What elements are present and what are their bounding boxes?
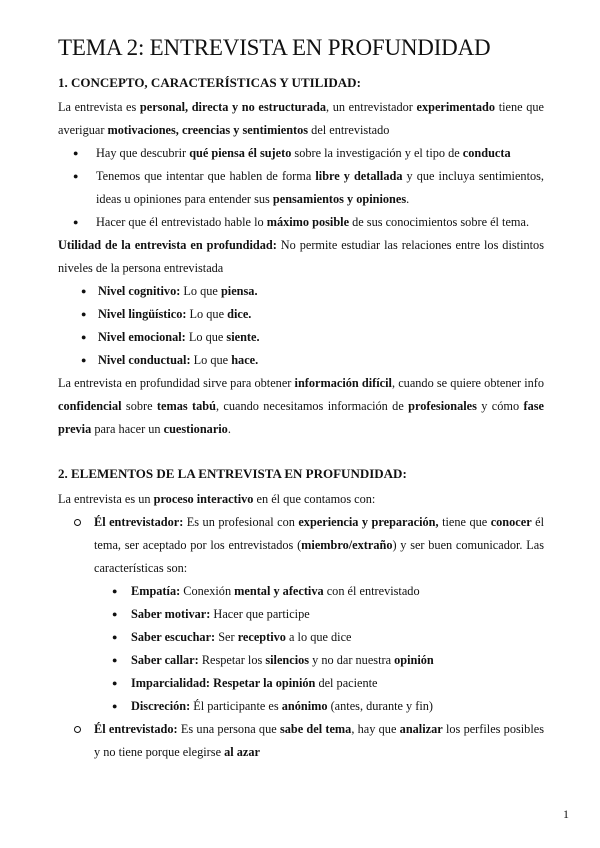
utility-paragraph: Utilidad de la entrevista en profundidad: No permite estudiar las relaciones entre los distintos niveles de la persona entrevistada — [58, 238, 544, 276]
bullet-icon: ● — [81, 355, 87, 366]
document-page — [58, 34, 544, 764]
bullet-icon: ● — [73, 217, 79, 228]
section-1-intro: La entrevista es personal, directa y no estructurada, un entrevistador experimentado tiene que averiguar motivaciones, creencias y sentimientos del entrevistado — [58, 100, 544, 138]
bullet-icon: ● — [112, 631, 118, 642]
bullet-icon: ● — [112, 700, 118, 711]
list-item: ● Saber motivar: Hacer que participe — [94, 603, 544, 626]
circle-bullet-icon — [74, 726, 81, 733]
section-2-intro: La entrevista es un proceso interactivo en él que contamos con: — [58, 491, 376, 506]
list-item: ● Discreción: Él participante es anónimo (antes, durante y fin) — [94, 695, 544, 718]
levels-list — [58, 280, 544, 372]
page-number: 1 — [563, 807, 569, 821]
list-item: ● Saber escuchar: Ser receptivo a lo que dice — [94, 626, 544, 649]
section-1-closing: La entrevista en profundidad sirve para obtener información difícil, cuando se quiere obtener info confidencial sobre temas tabú, cuando necesitamos información de profesionales y cómo fase previa para hacer un cuestionario. — [58, 376, 545, 437]
level-item-linguistic: ● Nivel lingüístico: Lo que dice. — [81, 303, 339, 326]
bullet-icon: ● — [81, 309, 87, 320]
bullet-icon: ● — [112, 654, 118, 665]
bullet-icon: ● — [73, 171, 79, 182]
section-2-heading: 2. ELEMENTOS DE LA ENTREVISTA EN PROFUNDIDAD: — [58, 466, 407, 482]
bullet-icon: ● — [112, 608, 118, 619]
section-1-heading: 1. CONCEPTO, CARACTERÍSTICAS Y UTILIDAD: — [58, 74, 361, 90]
circle-bullet-icon — [74, 519, 81, 526]
list-item: ● Imparcialidad: Respetar la opinión del paciente — [94, 672, 544, 695]
page-title: TEMA 2: ENTREVISTA EN PROFUNDIDAD — [58, 35, 491, 60]
list-item: ● Empatía: Conexión mental y afectiva con él entrevistado — [94, 580, 544, 603]
bullet-icon: ● — [112, 677, 118, 688]
bullet-icon: ● — [81, 286, 87, 297]
section-1-bullet-list — [58, 142, 544, 234]
traits-list — [94, 580, 544, 718]
level-item-cognitive: ● Nivel cognitivo: Lo que piensa. — [81, 280, 339, 303]
list-item: ● Saber callar: Respetar los silencios y no dar nuestra opinión — [94, 649, 544, 672]
list-item-interviewer: Él entrevistador: Es un profesional con experiencia y preparación, tiene que conocer él tema, ser aceptado por los entrevistados (miembro/extraño) y ser buen comunicador. Las características son: ● Empatía: Conexión mental y afectiva con él entrevistado ● Saber motivar: Hacer que participe ● Saber escuchar: Ser receptivo a lo que dice ● Saber callar: Respetar los silencios y no dar nuestra opinión ● Imparcialidad: Respetar la opinión del paciente ● Discreción: Él participante es anónimo (antes, durante y fin) — [58, 511, 544, 718]
elements-list — [58, 511, 544, 764]
list-item: ● Hacer que él entrevistado hable lo máximo posible de sus conocimientos sobre él tema. — [58, 211, 544, 234]
list-item: ● Hay que descubrir qué piensa él sujeto sobre la investigación y el tipo de conducta — [58, 142, 544, 165]
level-item-behavioral: ● Nivel conductual: Lo que hace. — [81, 349, 339, 372]
list-item-interviewee: Él entrevistado: Es una persona que sabe del tema, hay que analizar los perfiles posibles y no tiene porque elegirse al azar — [58, 718, 544, 764]
bullet-icon: ● — [81, 332, 87, 343]
bullet-icon: ● — [112, 585, 118, 596]
section-spacer — [58, 441, 544, 464]
bullet-icon: ● — [73, 148, 79, 159]
level-item-emotional: ● Nivel emocional: Lo que siente. — [81, 326, 339, 349]
list-item: ● Tenemos que intentar que hablen de forma libre y detallada y que incluya sentimientos, ideas u opiniones para entender sus pensamientos y opiniones. — [58, 165, 544, 211]
